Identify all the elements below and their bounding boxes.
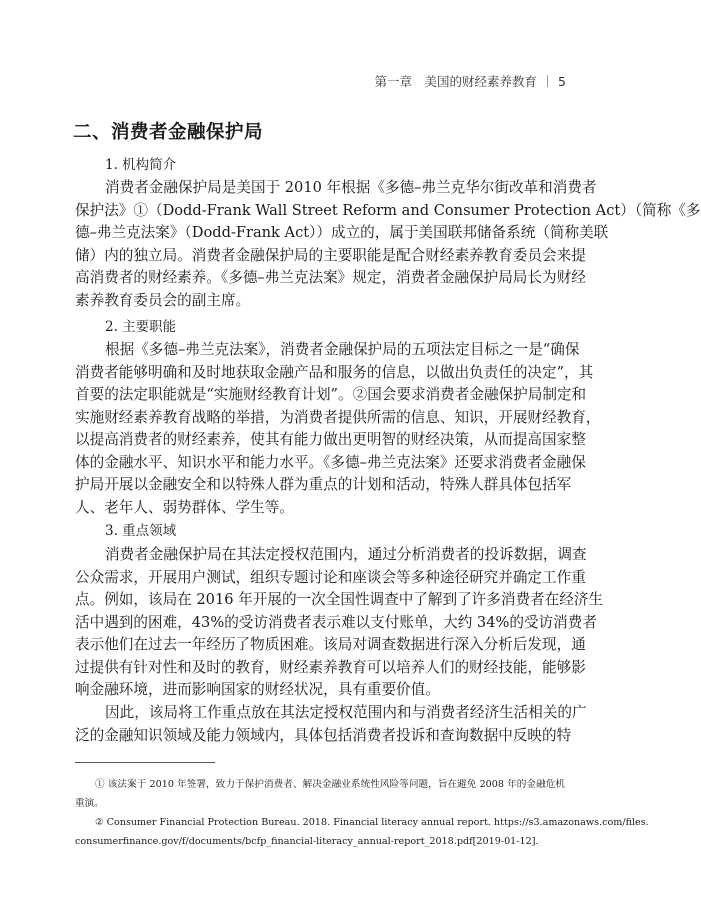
header-divider <box>547 75 548 87</box>
footnote-divider <box>75 762 215 763</box>
text-line: 体的金融水平、知识水平和能力水平。《多德–弗兰克法案》还要求消费者金融保 <box>75 453 586 471</box>
footnote-line: 重演。 <box>75 798 104 809</box>
text-line: 公众需求，开展用户测试，组织专题讨论和座谈会等多种途径研究并确定工作重 <box>75 568 586 586</box>
text-line: 人、老年人、弱势群体、学生等。 <box>75 498 294 516</box>
text-line: 过提供有针对性和及时的教育，财经素养教育可以培养人们的财经技能，能够影 <box>75 658 586 676</box>
text-line: 保护法》①（Dodd-Frank Wall Street Reform and Consumer Protection Act）（简称《多 <box>75 201 701 219</box>
paragraph <box>75 339 601 519</box>
text-line: 德–弗兰克法案》（Dodd-Frank Act））成立的，属于美国联邦储备系统（简称美联 <box>75 224 609 241</box>
footnote <box>75 813 649 851</box>
text-line: 点。例如，该局在 2016 年开展的一次全国性调查中了解到了许多消费者在经济生 <box>75 591 604 608</box>
paragraph <box>75 702 587 747</box>
text-line: 活中遇到的困难，43%的受访消费者表示难以支付账单，大约 34%的受访消费者 <box>75 613 597 631</box>
text-line: 泛的金融知识领域及能力领域内，具体包括消费者投诉和查询数据中反映的特 <box>75 726 572 744</box>
footnote-line: consumerfinance.gov/f/documents/bcfp_financial-literacy_annual-report_2018.pdf[2019-01-12]. <box>75 836 539 847</box>
footnote-line: ① 该法案于 2010 年签署，致力于保护消费者、解决金融业系统性风险等问题，旨在避免 2008 年的金融危机 <box>95 779 565 790</box>
subsection-heading: 2. 主要职能 <box>105 319 177 335</box>
subsection-heading: 1. 机构简介 <box>105 157 177 173</box>
paragraph <box>75 544 604 702</box>
footnote-line: ② Consumer Financial Protection Bureau. 2018. Financial literacy annual report. https://s3.amazonaws.com/files. <box>95 817 649 828</box>
paragraph <box>75 177 701 312</box>
footnotes <box>75 775 649 851</box>
text-line: 消费者金融保护局是美国于 2010 年根据《多德–弗兰克华尔街改革和消费者 <box>105 179 597 196</box>
text-line: 素养教育委员会的副主席。 <box>75 291 251 309</box>
running-header <box>375 72 566 90</box>
section-title: 二、消费者金融保护局 <box>73 122 264 143</box>
footnote <box>75 775 565 813</box>
subsection-heading: 3. 重点领域 <box>105 523 177 539</box>
text-line: 储）内的独立局。消费者金融保护局的主要职能是配合财经素养教育委员会来提 <box>75 246 586 264</box>
text-line: 消费者能够明确和及时地获取金融产品和服务的信息，以做出负责任的决定”，其 <box>75 363 594 381</box>
text-line: 因此，该局将工作重点放在其法定授权范围内和与消费者经济生活相关的广 <box>105 704 587 721</box>
text-line: 以提高消费者的财经素养，使其有能力做出更明智的财经决策，从而提高国家整 <box>75 431 586 448</box>
text-line: 高消费者的财经素养。《多德–弗兰克法案》规定，消费者金融保护局局长为财经 <box>75 269 586 286</box>
text-line: 响金融环境，进而影响国家的财经状况，具有重要价值。 <box>75 681 440 698</box>
page-number: 5 <box>558 73 566 89</box>
text-line: 根据《多德–弗兰克法案》，消费者金融保护局的五项法定目标之一是“确保 <box>105 341 580 358</box>
text-line: 护局开展以金融安全和以特殊人群为重点的计划和活动，特殊人群具体包括军 <box>75 476 572 493</box>
text-line: 首要的法定职能就是“实施财经教育计划”。②国会要求消费者金融保护局制定和 <box>75 386 587 403</box>
text-line: 实施财经素养教育战略的举措，为消费者提供所需的信息、知识，开展财经教育， <box>75 408 601 426</box>
text-line: 表示他们在过去一年经历了物质困难。该局对调查数据进行深入分析后发现，通 <box>75 636 586 653</box>
text-line: 消费者金融保护局在其法定授权范围内，通过分析消费者的投诉数据，调查 <box>105 546 587 563</box>
chapter-title: 第一章 美国的财经素养教育 <box>374 74 538 89</box>
